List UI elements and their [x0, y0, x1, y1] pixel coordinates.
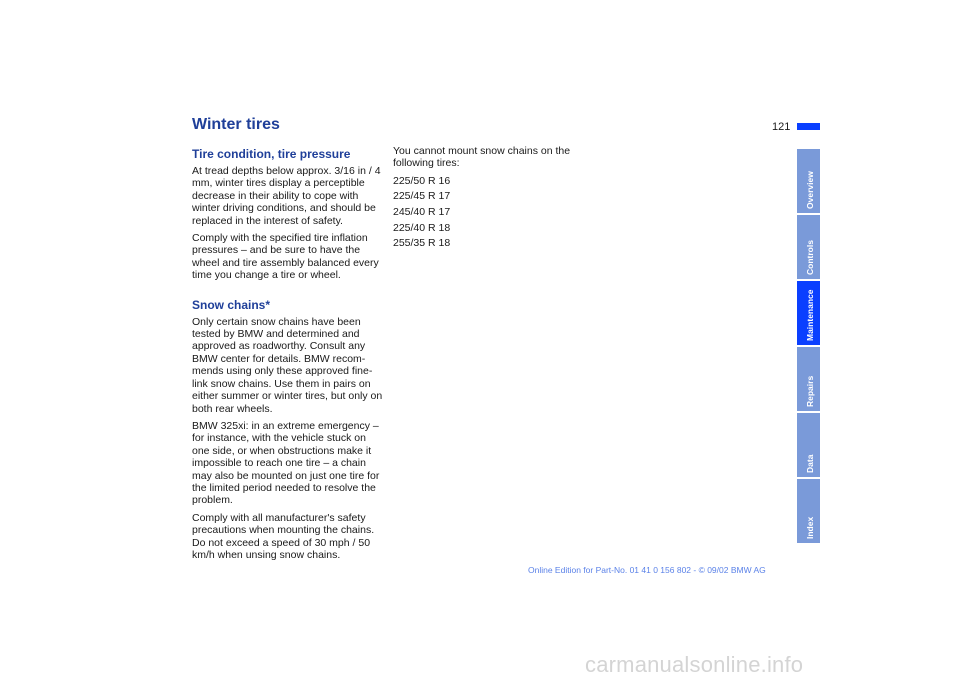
footer-edition: Online Edition for Part-No. 01 41 0 156 802 - © 09/02 BMW AG: [528, 565, 766, 575]
tab-label: Maintenance: [804, 289, 815, 341]
list-item: 225/40 R 18: [393, 221, 451, 234]
paragraph: BMW 325xi: in an extreme emergency – for instance, with the vehicle stuck on one side, or when obstructions make it impossible to reach one tire – a chain may also be mounted on just one tire for the limited period needed to resolve the problem.: [192, 419, 380, 507]
tab-index[interactable]: [797, 479, 820, 543]
tab-label: Index: [804, 516, 815, 539]
tab-label: Controls: [804, 240, 815, 275]
page-number: 121: [772, 121, 791, 133]
list-item: 225/50 R 16: [393, 174, 451, 187]
page-number-bar: [797, 123, 820, 130]
tire-size-list: [393, 175, 593, 250]
tab-label: Repairs: [804, 375, 815, 407]
paragraph: Comply with the specified tire inflation pressures – and be sure to have the wheel and tire assembly balanced every time you change a tire or wheel.: [192, 232, 379, 282]
paragraph: Only certain snow chains have been tested by BMW and determined and approved as roadworthy. Consult any BMW center for details. BMW recom-mends using only these approved fine-link snow chains. Use them in pairs on either summer or winter tires, but only on both rear wheels.: [192, 315, 383, 415]
tab-label: Data: [804, 454, 815, 473]
page-title: Winter tires: [192, 116, 280, 133]
tab-maintenance[interactable]: [797, 281, 820, 345]
tab-controls[interactable]: [797, 215, 820, 279]
list-item: 245/40 R 17: [393, 206, 451, 218]
paragraph: Comply with all manufacturer's safety precautions when mounting the chains. Do not exceed a speed of 30 mph / 50 km/h when unsing snow chains.: [192, 511, 375, 561]
left-column: [192, 145, 384, 566]
section-heading: Snow chains*: [192, 297, 271, 312]
tab-label: Overview: [804, 171, 815, 209]
watermark: carmanualsonline.info: [585, 652, 804, 677]
list-item: 255/35 R 18: [393, 237, 451, 250]
tab-data[interactable]: [797, 413, 820, 477]
list-item: 225/45 R 17: [393, 190, 451, 203]
chapter-tabs: [797, 149, 820, 545]
section-heading: Tire condition, tire pressure: [192, 147, 351, 161]
section-tire-condition: [192, 147, 384, 282]
paragraph: At tread depths below approx. 3/16 in / 4 mm, winter tires display a perceptible decrease in their ability to cope with winter driving conditions, and should be replaced in the interest of safety.: [192, 165, 381, 227]
tab-overview[interactable]: [797, 149, 820, 213]
section-snow-chains: [192, 298, 384, 562]
right-column: [393, 145, 593, 253]
chains-intro: You cannot mount snow chains on the following tires:: [393, 145, 571, 170]
tab-repairs[interactable]: [797, 347, 820, 411]
